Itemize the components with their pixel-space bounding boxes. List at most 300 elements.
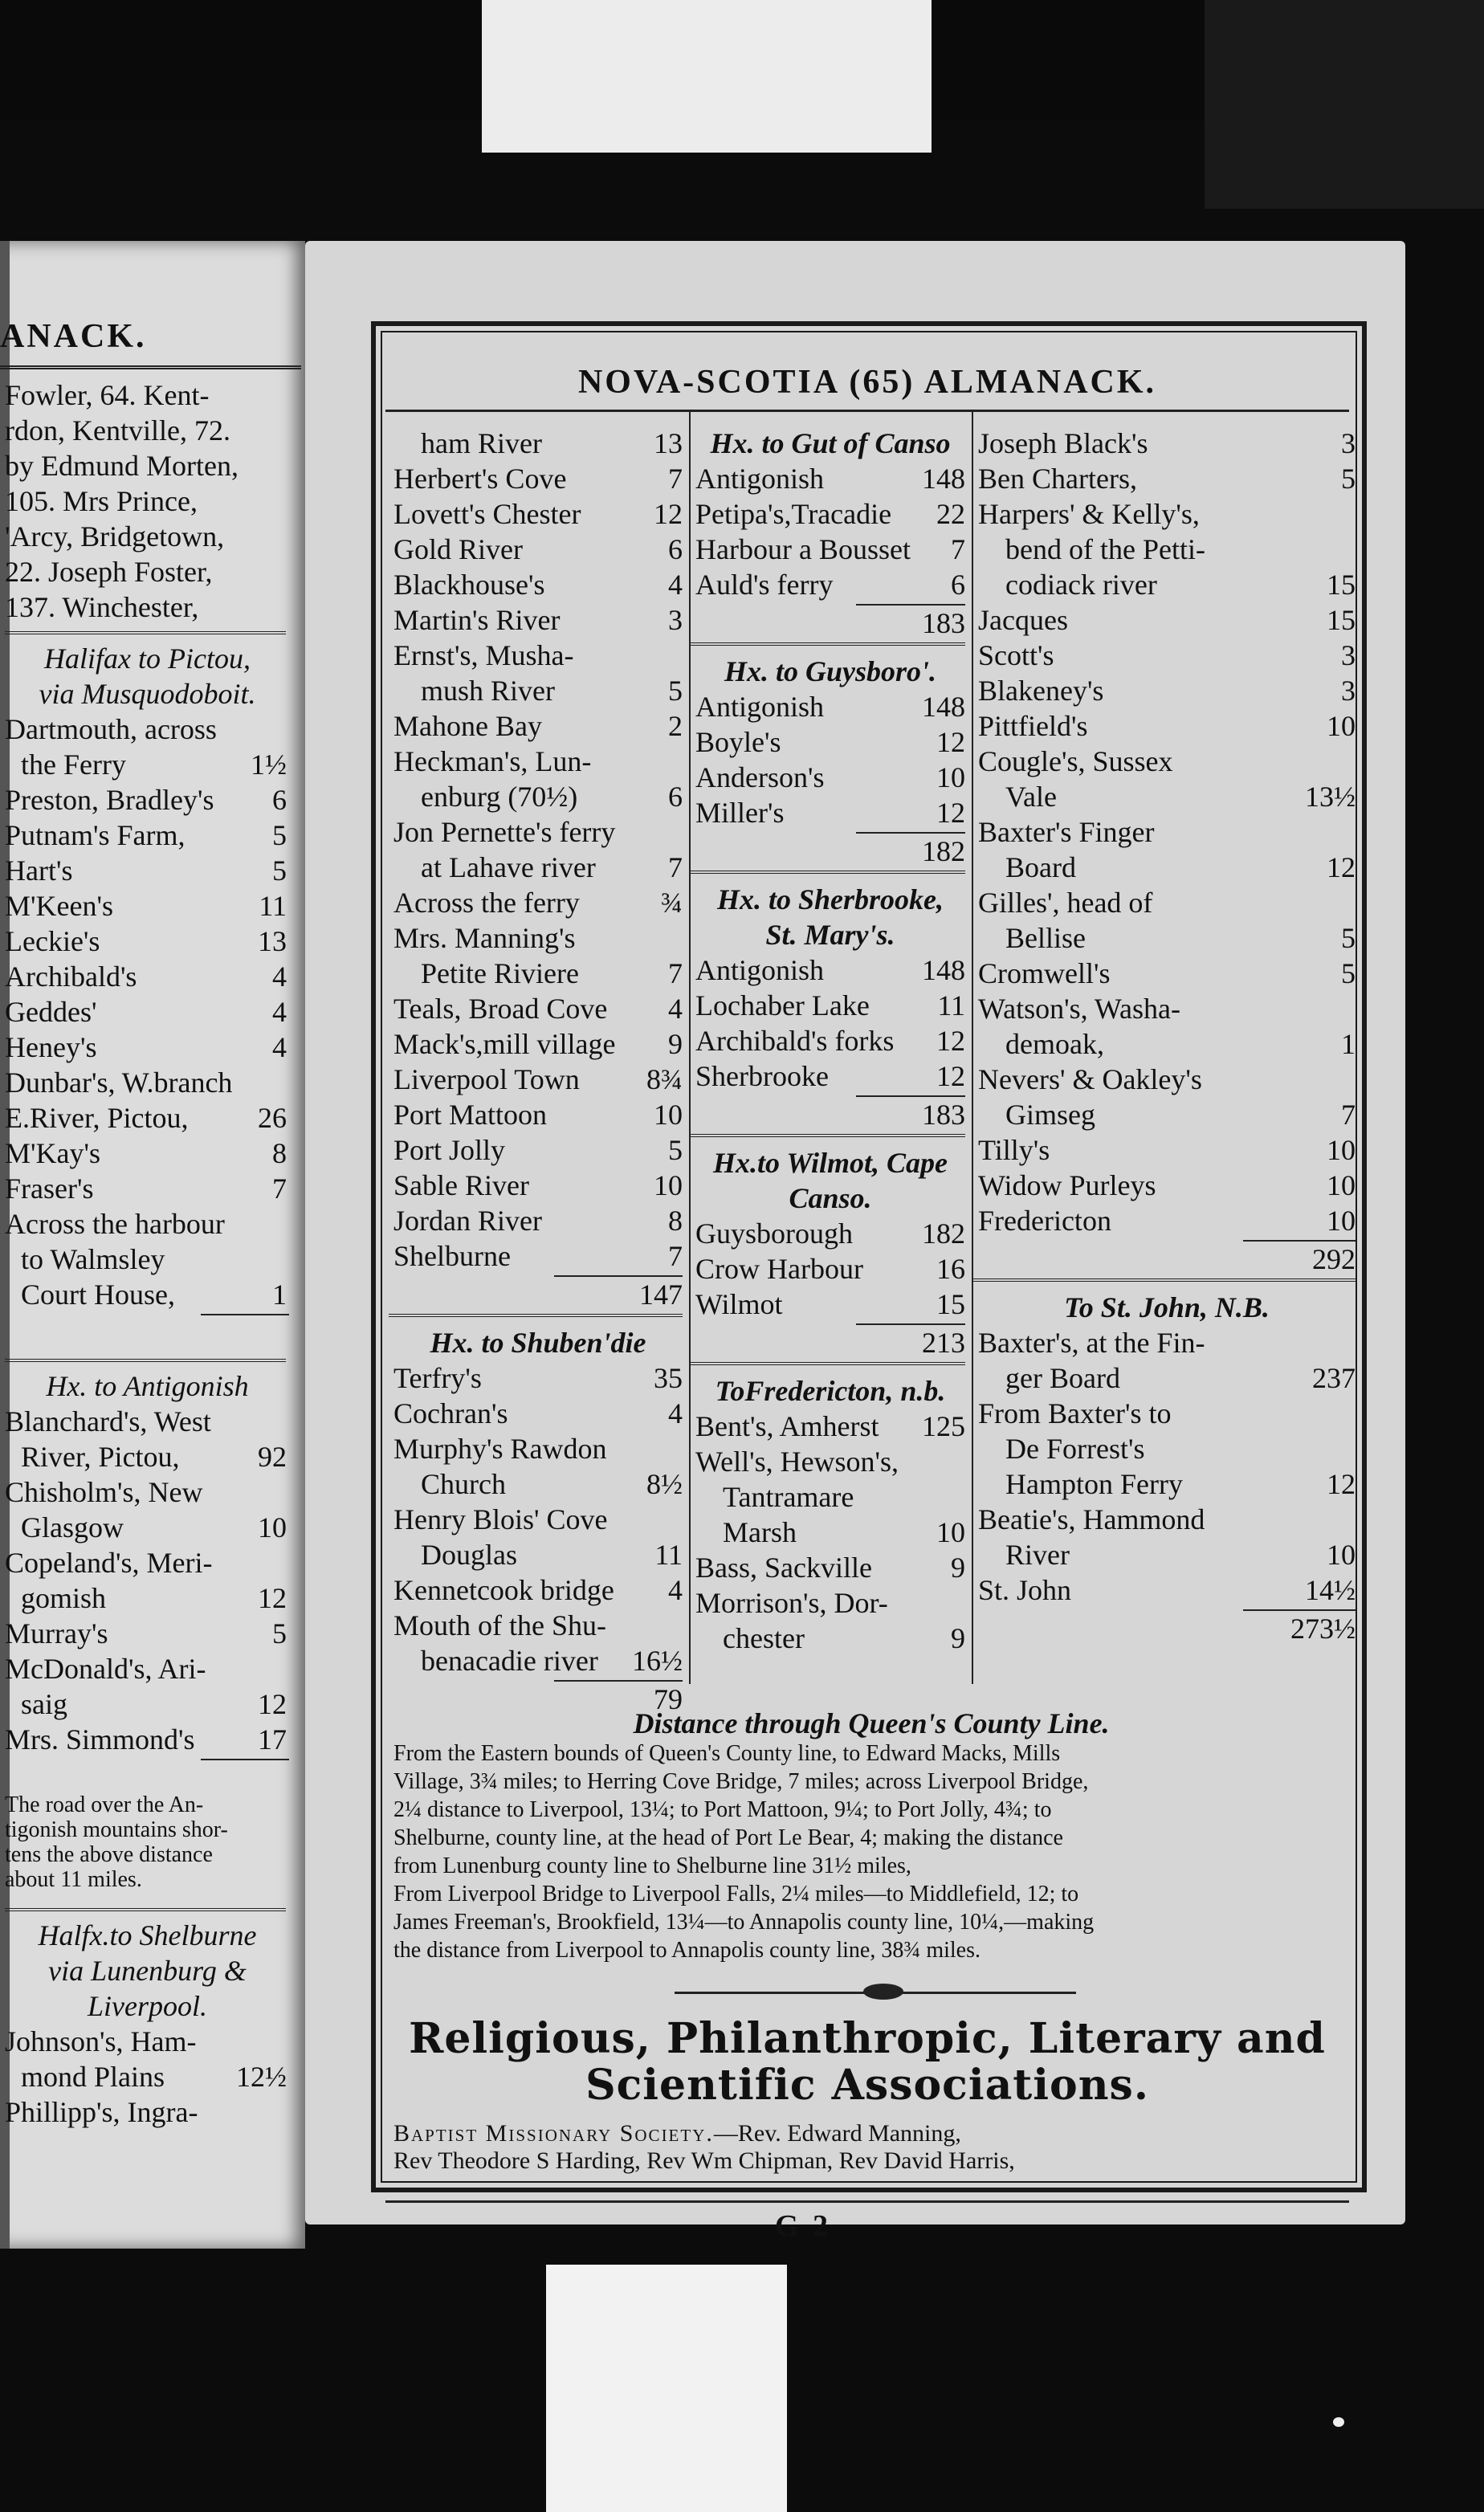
distance-value: 6: [668, 781, 683, 813]
route-entry: [978, 744, 1356, 779]
route-entry: [695, 532, 965, 567]
place-name: codiack river: [1005, 569, 1157, 601]
left-text: Across the harbour: [5, 1208, 225, 1240]
total-value: 292: [1312, 1243, 1356, 1275]
distance-value: 14½: [1305, 1574, 1356, 1606]
left-text: Fowler, 64. Kent-: [5, 379, 210, 411]
baptist-society-rest: —Rev. Edward Manning,: [713, 2120, 961, 2147]
place-name: Gold River: [393, 533, 523, 565]
route-entry: [393, 744, 683, 779]
route-heading: Hx.to Wilmot, Cape: [712, 1147, 948, 1179]
place-name: Tilly's: [978, 1134, 1050, 1166]
left-text: 22. Joseph Foster,: [5, 556, 213, 588]
total-value: 273½: [1290, 1613, 1356, 1645]
left-distance: 26: [258, 1102, 287, 1134]
left-entry: [5, 1722, 290, 1757]
left-text: Murray's: [5, 1617, 108, 1650]
left-text: Dartmouth, across: [5, 713, 217, 745]
distance-value: 7: [668, 1240, 683, 1272]
place-name: Cougle's, Sussex: [978, 745, 1173, 777]
route-entry: [393, 496, 683, 532]
route-entry: [695, 1621, 965, 1656]
route-entry: [978, 991, 1356, 1026]
left-entry: [5, 519, 290, 554]
distance-value: 9: [951, 1622, 965, 1654]
left-distance: 17: [258, 1723, 287, 1756]
route-entry: [978, 1572, 1356, 1608]
place-name: De Forrest's: [1005, 1433, 1145, 1465]
place-name: Petipa's,Tracadie: [695, 498, 892, 530]
place-name: From Baxter's to: [978, 1397, 1172, 1429]
distance-line: From the Eastern bounds of Queen's County line, to Edward Macks, Mills: [393, 1741, 1061, 1766]
place-name: Jordan River: [393, 1205, 542, 1237]
left-note-line: tens the above distance: [5, 1842, 213, 1867]
left-note-line: tigonish mountains shor-: [5, 1817, 228, 1842]
left-distance: 7: [272, 1172, 287, 1205]
route-entry: [695, 496, 965, 532]
place-name: Lochaber Lake: [695, 989, 870, 1022]
place-name: Vale: [1005, 781, 1057, 813]
associations-title-line-2: Scientific Associations.: [585, 2061, 1149, 2110]
left-text: McDonald's, Ari-: [5, 1653, 206, 1685]
left-note-line: about 11 miles.: [5, 1867, 142, 1892]
left-entry: [5, 2024, 290, 2059]
baptist-society-entry: [393, 2120, 1349, 2175]
distance-value: 12: [654, 498, 683, 530]
route-entry: [978, 1026, 1356, 1062]
column-2: [695, 426, 965, 1656]
left-section-rule: [5, 1908, 286, 1911]
place-name: Archibald's forks: [695, 1025, 895, 1057]
total-value: 182: [922, 835, 965, 867]
distance-title: Distance through Queen's County Line.: [633, 1707, 1110, 1739]
route-entry: [695, 1585, 965, 1621]
column-divider-2: [972, 411, 973, 1684]
distance-value: 15: [1327, 569, 1356, 601]
distance-value: 10: [654, 1099, 683, 1131]
distance-value: 7: [1341, 1099, 1356, 1131]
route-entry: [695, 795, 965, 830]
place-name: Tantramare: [723, 1481, 854, 1513]
place-name: Wilmot: [695, 1288, 783, 1320]
place-name: Well's, Hewson's,: [695, 1446, 899, 1478]
route-entry: [393, 1238, 683, 1274]
left-entry: [5, 782, 290, 818]
route-entry: [978, 708, 1356, 744]
distance-value: ¾: [661, 887, 683, 919]
route-entry: [978, 426, 1356, 461]
route-entry: [978, 850, 1356, 885]
distance-value: 12: [936, 1025, 965, 1057]
left-text: saig: [21, 1688, 67, 1720]
place-name: Lovett's Chester: [393, 498, 581, 530]
route-entry: [393, 1168, 683, 1203]
route-entry: [393, 1466, 683, 1502]
left-section-rule: [5, 631, 286, 634]
left-text: Geddes': [5, 996, 97, 1028]
section-rule: [691, 1134, 965, 1142]
distance-value: 12: [936, 726, 965, 758]
distance-value: 12: [936, 1060, 965, 1092]
distance-value: 9: [668, 1028, 683, 1060]
distance-value: 16: [936, 1253, 965, 1285]
distance-value: 3: [1341, 675, 1356, 707]
place-name: Baxter's Finger: [978, 816, 1155, 848]
place-name: River: [1005, 1539, 1070, 1571]
distance-value: 11: [937, 989, 965, 1022]
left-entry: [5, 554, 290, 589]
route-entry: [393, 673, 683, 708]
distance-value: 4: [668, 993, 683, 1025]
route-entry: [978, 567, 1356, 602]
route-total: [695, 1097, 965, 1132]
route-entry: [978, 1396, 1356, 1431]
left-route-heading: Liverpool.: [88, 1990, 207, 2022]
distance-value: 7: [668, 851, 683, 883]
route-entry: [978, 1466, 1356, 1502]
place-name: Joseph Black's: [978, 427, 1148, 459]
distance-line: Village, 3¾ miles; to Herring Cove Bridge, 7 miles; across Liverpool Bridge,: [393, 1769, 1089, 1794]
distance-value: 12: [1327, 851, 1356, 883]
distance-value: 5: [1341, 922, 1356, 954]
associations-heading: [385, 2016, 1349, 2109]
left-distance: 13: [258, 925, 287, 957]
distance-value: 148: [922, 691, 965, 723]
route-heading: Canso.: [789, 1182, 872, 1214]
total-value: 183: [922, 607, 965, 639]
route-entry: [978, 1168, 1356, 1203]
place-name: Beatie's, Hammond: [978, 1503, 1205, 1535]
distance-value: 8½: [646, 1468, 683, 1500]
left-entry: [5, 853, 290, 888]
route-entry: [695, 1287, 965, 1322]
distance-line: the distance from Liverpool to Annapolis county line, 38¾ miles.: [393, 1938, 980, 1963]
place-name: Ernst's, Musha-: [393, 639, 574, 671]
left-entry: [5, 888, 290, 924]
place-name: Blackhouse's: [393, 569, 545, 601]
route-entry: [978, 1431, 1356, 1466]
place-name: Board: [1005, 851, 1076, 883]
total-value: 79: [654, 1683, 683, 1715]
place-name: Ben Charters,: [978, 463, 1137, 495]
distance-value: 4: [668, 1574, 683, 1606]
place-name: Gimseg: [1005, 1099, 1095, 1131]
place-name: Pittfield's: [978, 710, 1088, 742]
left-text: Copeland's, Meri-: [5, 1547, 213, 1579]
left-route-heading: Halfx.to Shelburne: [38, 1919, 257, 1951]
distance-value: 182: [922, 1217, 965, 1250]
place-name: ger Board: [1005, 1362, 1120, 1394]
left-entry: [5, 1651, 290, 1686]
left-text: rdon, Kentville, 72.: [5, 414, 230, 447]
left-entry: [5, 2059, 290, 2094]
left-entry: [5, 483, 290, 519]
place-name: Blakeney's: [978, 675, 1104, 707]
left-entry: [5, 712, 290, 747]
place-name: Petite Riviere: [421, 957, 579, 989]
left-entry: [5, 1277, 290, 1312]
route-total: [978, 1611, 1356, 1646]
left-text: Glasgow: [21, 1511, 124, 1543]
place-name: Henry Blois' Cove: [393, 1503, 608, 1535]
left-distance: 6: [272, 784, 287, 816]
route-entry: [393, 1608, 683, 1643]
distance-value: 12: [1327, 1468, 1356, 1500]
distance-value: 148: [922, 463, 965, 495]
route-entry: [393, 885, 683, 920]
route-entry: [695, 1409, 965, 1444]
distance-value: 3: [1341, 639, 1356, 671]
place-name: chester: [723, 1622, 805, 1654]
place-name: Guysborough: [695, 1217, 853, 1250]
left-route-heading: Hx. to Antigonish: [46, 1370, 249, 1402]
distance-value: 3: [668, 604, 683, 636]
route-entry: [695, 1550, 965, 1585]
left-entry: [5, 1136, 290, 1171]
section-rule: [389, 1314, 683, 1322]
left-distance: 4: [272, 996, 287, 1028]
paper-slip-top: [482, 0, 932, 153]
left-text: to Walmsley: [21, 1243, 165, 1275]
distance-value: 16½: [632, 1645, 683, 1677]
place-name: Terfry's: [393, 1362, 482, 1394]
distance-value: 2: [668, 710, 683, 742]
route-entry: [393, 461, 683, 496]
route-entry: [393, 850, 683, 885]
left-entry: [5, 1686, 290, 1722]
route-entry: [978, 673, 1356, 708]
route-entry: [695, 1023, 965, 1058]
column-divider-1: [689, 411, 691, 1684]
distance-value: 8: [668, 1205, 683, 1237]
left-entry: [5, 1580, 290, 1616]
place-name: Church: [421, 1468, 506, 1500]
left-text: 105. Mrs Prince,: [5, 485, 198, 517]
route-entry: [695, 760, 965, 795]
distance-value: 15: [936, 1288, 965, 1320]
distance-value: 13: [654, 427, 683, 459]
distance-value: 10: [1327, 1539, 1356, 1571]
section-rule: [691, 871, 965, 879]
distance-value: 10: [936, 1516, 965, 1548]
distance-value: 12: [936, 797, 965, 829]
distance-value: 7: [668, 463, 683, 495]
place-name: Bent's, Amherst: [695, 1410, 879, 1442]
place-name: ham River: [421, 427, 542, 459]
place-name: Mahone Bay: [393, 710, 542, 742]
left-distance: 5: [272, 854, 287, 887]
left-text: Fraser's: [5, 1172, 94, 1205]
left-text: by Edmund Morten,: [5, 450, 238, 482]
route-entry: [695, 1251, 965, 1287]
route-entry: [695, 1515, 965, 1550]
left-entry: [5, 377, 290, 413]
place-name: Douglas: [421, 1539, 517, 1571]
route-entry: [695, 952, 965, 988]
left-text: E.River, Pictou,: [5, 1102, 189, 1134]
left-distance: 12: [258, 1688, 287, 1720]
place-name: Bass, Sackville: [695, 1552, 872, 1584]
ornament-dot: [863, 1984, 903, 2000]
place-name: Harbour a Bousset: [695, 533, 911, 565]
route-entry: [695, 1479, 965, 1515]
left-distance: 1½: [251, 748, 287, 781]
left-text: 137. Winchester,: [5, 591, 199, 623]
route-entry: [393, 1097, 683, 1132]
left-text: Leckie's: [5, 925, 100, 957]
route-entry: [978, 920, 1356, 956]
left-text: Chisholm's, New: [5, 1476, 203, 1508]
route-heading: ToFredericton, n.b.: [715, 1375, 946, 1407]
place-name: Liverpool Town: [393, 1063, 580, 1095]
route-entry: [695, 724, 965, 760]
place-name: Mouth of the Shu-: [393, 1609, 606, 1641]
left-page-header: ANACK.: [0, 318, 147, 355]
left-route-heading: via Lunenburg &: [48, 1955, 247, 1987]
total-value: 147: [639, 1278, 683, 1311]
distance-value: 148: [922, 954, 965, 986]
place-name: Jon Pernette's ferry: [393, 816, 616, 848]
route-entry: [695, 1444, 965, 1479]
left-text: Preston, Bradley's: [5, 784, 214, 816]
left-text: Phillipp's, Ingra-: [5, 2096, 198, 2128]
distance-value: 3: [1341, 427, 1356, 459]
place-name: Antigonish: [695, 691, 825, 723]
route-total: [978, 1242, 1356, 1277]
left-text: Court House,: [21, 1278, 175, 1311]
bottom-rule: [385, 2200, 1349, 2203]
distance-value: 6: [668, 533, 683, 565]
left-section-rule: [5, 1359, 286, 1362]
left-distance: 5: [272, 819, 287, 851]
column-1: [393, 426, 683, 1717]
route-entry: [978, 1360, 1356, 1396]
route-entry: [978, 602, 1356, 638]
left-text: gomish: [21, 1582, 107, 1614]
left-entry: [5, 818, 290, 853]
column-3: [978, 426, 1356, 1646]
route-entry: [978, 638, 1356, 673]
distance-value: 7: [668, 957, 683, 989]
left-entry: [5, 1439, 290, 1474]
place-name: Gilles', head of: [978, 887, 1153, 919]
distance-value: 13½: [1305, 781, 1356, 813]
section-rule: [973, 1278, 1356, 1287]
route-entry: [393, 708, 683, 744]
distance-value: 10: [654, 1169, 683, 1201]
section-rule: [691, 1362, 965, 1370]
left-text: Putnam's Farm,: [5, 819, 186, 851]
left-distance: 10: [258, 1511, 287, 1543]
place-name: Watson's, Washa-: [978, 993, 1180, 1025]
place-name: Sable River: [393, 1169, 529, 1201]
place-name: Baxter's, at the Fin-: [978, 1327, 1205, 1359]
route-entry: [393, 779, 683, 814]
section-rule: [691, 642, 965, 650]
baptist-society-name: Baptist Missionary Society.: [393, 2120, 714, 2147]
place-name: benacadie river: [421, 1645, 598, 1677]
route-entry: [393, 567, 683, 602]
left-distance: 92: [258, 1441, 287, 1473]
left-entry: [5, 1510, 290, 1545]
route-entry: [978, 956, 1356, 991]
place-name: Jacques: [978, 604, 1068, 636]
distance-value: 1: [1341, 1028, 1356, 1060]
distance-value: 7: [951, 533, 965, 565]
place-name: Mack's,mill village: [393, 1028, 616, 1060]
route-entry: [978, 1203, 1356, 1238]
route-entry: [393, 1203, 683, 1238]
left-text: Dunbar's, W.branch: [5, 1066, 233, 1099]
left-entry: [5, 1030, 290, 1065]
route-entry: [393, 532, 683, 567]
route-entry: [393, 956, 683, 991]
total-value: 183: [922, 1099, 965, 1131]
baptist-society-line-2: Rev Theodore S Harding, Rev Wm Chipman, Rev David Harris,: [393, 2147, 1015, 2174]
route-total: [695, 606, 965, 641]
route-entry: [978, 532, 1356, 567]
distance-line: from Lunenburg county line to Shelburne line 31½ miles,: [393, 1853, 911, 1878]
distance-value: 15: [1327, 604, 1356, 636]
distance-value: 4: [668, 569, 683, 601]
route-entry: [393, 1537, 683, 1572]
left-entry: [5, 1545, 290, 1580]
distance-line: 2¼ distance to Liverpool, 13¼; to Port Mattoon, 9¼; to Port Jolly, 4¾; to: [393, 1797, 1052, 1822]
distance-value: 11: [654, 1539, 683, 1571]
distance-value: 35: [654, 1362, 683, 1394]
route-entry: [393, 1643, 683, 1678]
route-entry: [978, 496, 1356, 532]
route-entry: [978, 1502, 1356, 1537]
route-heading: To St. John, N.B.: [1064, 1291, 1270, 1323]
route-entry: [695, 689, 965, 724]
route-heading: Hx. to Gut of Canso: [710, 427, 951, 459]
left-entry: [5, 1206, 290, 1242]
route-entry: [978, 1062, 1356, 1097]
route-entry: [393, 1360, 683, 1396]
route-total: [695, 1325, 965, 1360]
distance-value: 125: [922, 1410, 965, 1442]
left-text: Blanchard's, West: [5, 1405, 211, 1437]
left-text: Heney's: [5, 1031, 97, 1063]
left-entry: [5, 1100, 290, 1136]
route-total: [695, 834, 965, 869]
left-entry: [5, 413, 290, 448]
left-entry: [5, 1171, 290, 1206]
left-distance: 11: [259, 890, 287, 922]
place-name: Port Jolly: [393, 1134, 506, 1166]
route-entry: [393, 1062, 683, 1097]
left-text: mond Plains: [21, 2061, 165, 2093]
route-entry: [393, 1396, 683, 1431]
place-name: Cromwell's: [978, 957, 1111, 989]
route-entry: [978, 1097, 1356, 1132]
route-heading: St. Mary's.: [765, 919, 895, 951]
associations-title-line-1: Religious, Philanthropic, Literary and: [409, 2014, 1326, 2063]
distance-value: 237: [1312, 1362, 1356, 1394]
left-text: Johnson's, Ham-: [5, 2025, 197, 2057]
distance-value: 22: [936, 498, 965, 530]
place-name: enburg (70½): [421, 781, 578, 813]
place-name: mush River: [421, 675, 555, 707]
left-distance: 12: [258, 1582, 287, 1614]
left-entry: [5, 924, 290, 959]
left-entry: [5, 448, 290, 483]
distance-line: James Freeman's, Brookfield, 13¼—to Annapolis county line, 10¼,—making: [393, 1910, 1095, 1935]
left-entry: [5, 959, 290, 994]
left-route-heading: Halifax to Pictou,: [44, 642, 251, 675]
place-name: Miller's: [695, 797, 785, 829]
